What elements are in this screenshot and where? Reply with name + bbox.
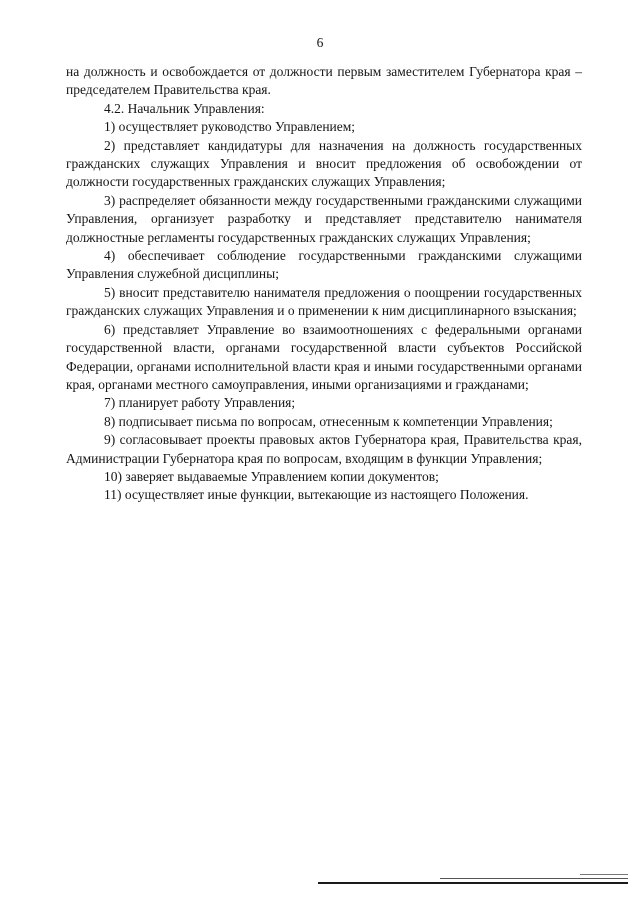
scan-artifact-line	[318, 882, 628, 884]
list-item-11: 11) осуществляет иные функции, вытекающие из настоящего Положения.	[104, 487, 529, 503]
list-item-5: 5) вносит представителю нанимателя предложения о поощрении государственных гражданских служащих Управления и о применении к ним дисциплинарного взыскания;	[66, 284, 582, 319]
document-body	[66, 63, 582, 505]
list-item-9: 9) согласовывает проекты правовых актов Губернатора края, Правительства края, Администрации Губернатора края по вопросам, входящим в функции Управления;	[66, 432, 582, 466]
scan-artifact-line	[580, 874, 628, 875]
paragraph-continuation: на должность и освобождается от должности первым заместителем Губернатора края – председателем Правительства края.	[66, 64, 582, 98]
list-item-10: 10) заверяет выдаваемые Управлением копии документов;	[104, 468, 439, 484]
list-item-1: 1) осуществляет руководство Управлением;	[104, 119, 356, 135]
list-item-7: 7) планирует работу Управления;	[104, 395, 296, 411]
list-item-2: 2) представляет кандидатуры для назначения на должность государственных гражданских служащих Управления и вносит предложения об освобождении от должности государственных гражданских служащих Управления;	[66, 137, 582, 190]
section-heading-4-2: 4.2. Начальник Управления:	[104, 100, 265, 116]
scan-artifact-line	[440, 878, 628, 879]
list-item-3: 3) распределяет обязанности между государственными гражданскими служащими Управления, организует разработку и представляет представителю нанимателя должностные регламенты государственных гражданских служащих Управления;	[66, 192, 582, 245]
page-number: 6	[316, 35, 324, 50]
list-item-8: 8) подписывает письма по вопросам, отнесенным к компетенции Управления;	[104, 413, 553, 429]
list-item-6: 6) представляет Управление во взаимоотношениях с федеральными органами государственной власти, органами государственной власти субъектов Российской Федерации, органами исполнительной власти края и иными государственными органами края, органами местного самоуправления, иными организациями и гражданами;	[66, 321, 582, 392]
list-item-4: 4) обеспечивает соблюдение государственными гражданскими служащими Управления служебной дисциплины;	[66, 248, 582, 282]
